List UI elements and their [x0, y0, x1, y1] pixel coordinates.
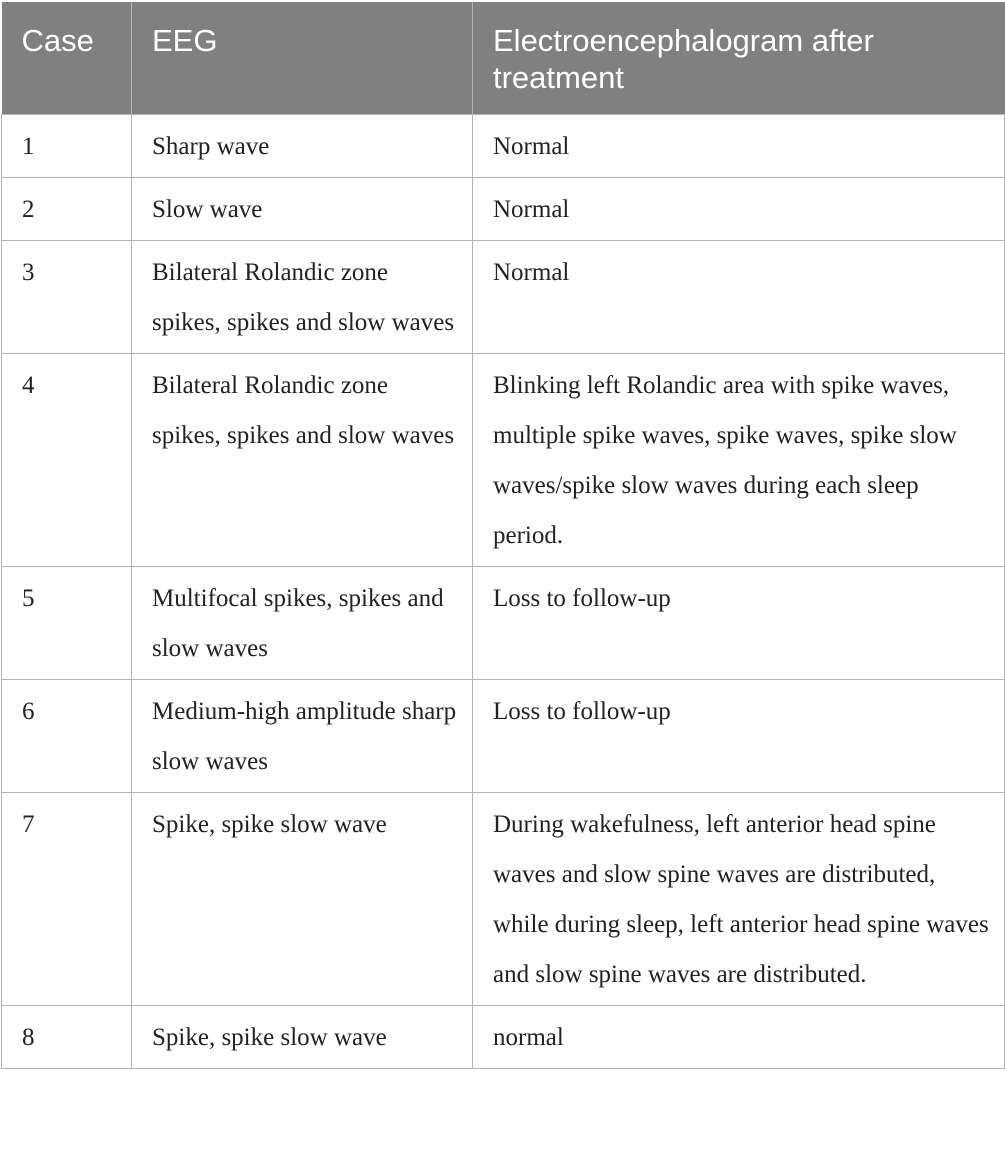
- table-body: [2, 115, 1005, 1069]
- cell-after-treatment: Blinking left Rolandic area with spike waves, multiple spike waves, spike waves, spike slow waves/spike slow waves during each sleep period.: [473, 354, 1005, 567]
- cell-case: 3: [2, 241, 132, 354]
- header-after-treatment: Electroencephalogram after treatment: [473, 2, 1005, 115]
- cell-eeg: Sharp wave: [132, 115, 473, 178]
- header-eeg: EEG: [132, 2, 473, 115]
- cell-after-treatment: Loss to follow-up: [473, 680, 1005, 793]
- cell-case: 5: [2, 567, 132, 680]
- cell-eeg: Spike, spike slow wave: [132, 793, 473, 1006]
- cell-after-treatment: During wakefulness, left anterior head spine waves and slow spine waves are distributed, while during sleep, left anterior head spine waves and slow spine waves are distributed.: [473, 793, 1005, 1006]
- cell-after-treatment: Normal: [473, 241, 1005, 354]
- cell-case: 1: [2, 115, 132, 178]
- cell-eeg: Bilateral Rolandic zone spikes, spikes and slow waves: [132, 354, 473, 567]
- cell-eeg: Multifocal spikes, spikes and slow waves: [132, 567, 473, 680]
- table-row: [2, 567, 1005, 680]
- table-row: [2, 1006, 1005, 1069]
- table-row: [2, 115, 1005, 178]
- cell-after-treatment: Normal: [473, 115, 1005, 178]
- cell-case: 8: [2, 1006, 132, 1069]
- table-row: [2, 793, 1005, 1006]
- cell-eeg: Bilateral Rolandic zone spikes, spikes and slow waves: [132, 241, 473, 354]
- cell-eeg: Spike, spike slow wave: [132, 1006, 473, 1069]
- cell-case: 2: [2, 178, 132, 241]
- table-row: [2, 680, 1005, 793]
- cell-after-treatment: normal: [473, 1006, 1005, 1069]
- cell-after-treatment: Loss to follow-up: [473, 567, 1005, 680]
- table-row: [2, 354, 1005, 567]
- cell-eeg: Medium-high amplitude sharp slow waves: [132, 680, 473, 793]
- cell-case: 6: [2, 680, 132, 793]
- cell-case: 4: [2, 354, 132, 567]
- cell-after-treatment: Normal: [473, 178, 1005, 241]
- table-row: [2, 241, 1005, 354]
- eeg-results-table: [1, 2, 1005, 1069]
- header-row: [2, 2, 1005, 115]
- table-row: [2, 178, 1005, 241]
- header-case: Case: [2, 2, 132, 115]
- cell-case: 7: [2, 793, 132, 1006]
- cell-eeg: Slow wave: [132, 178, 473, 241]
- table-header: [2, 2, 1005, 115]
